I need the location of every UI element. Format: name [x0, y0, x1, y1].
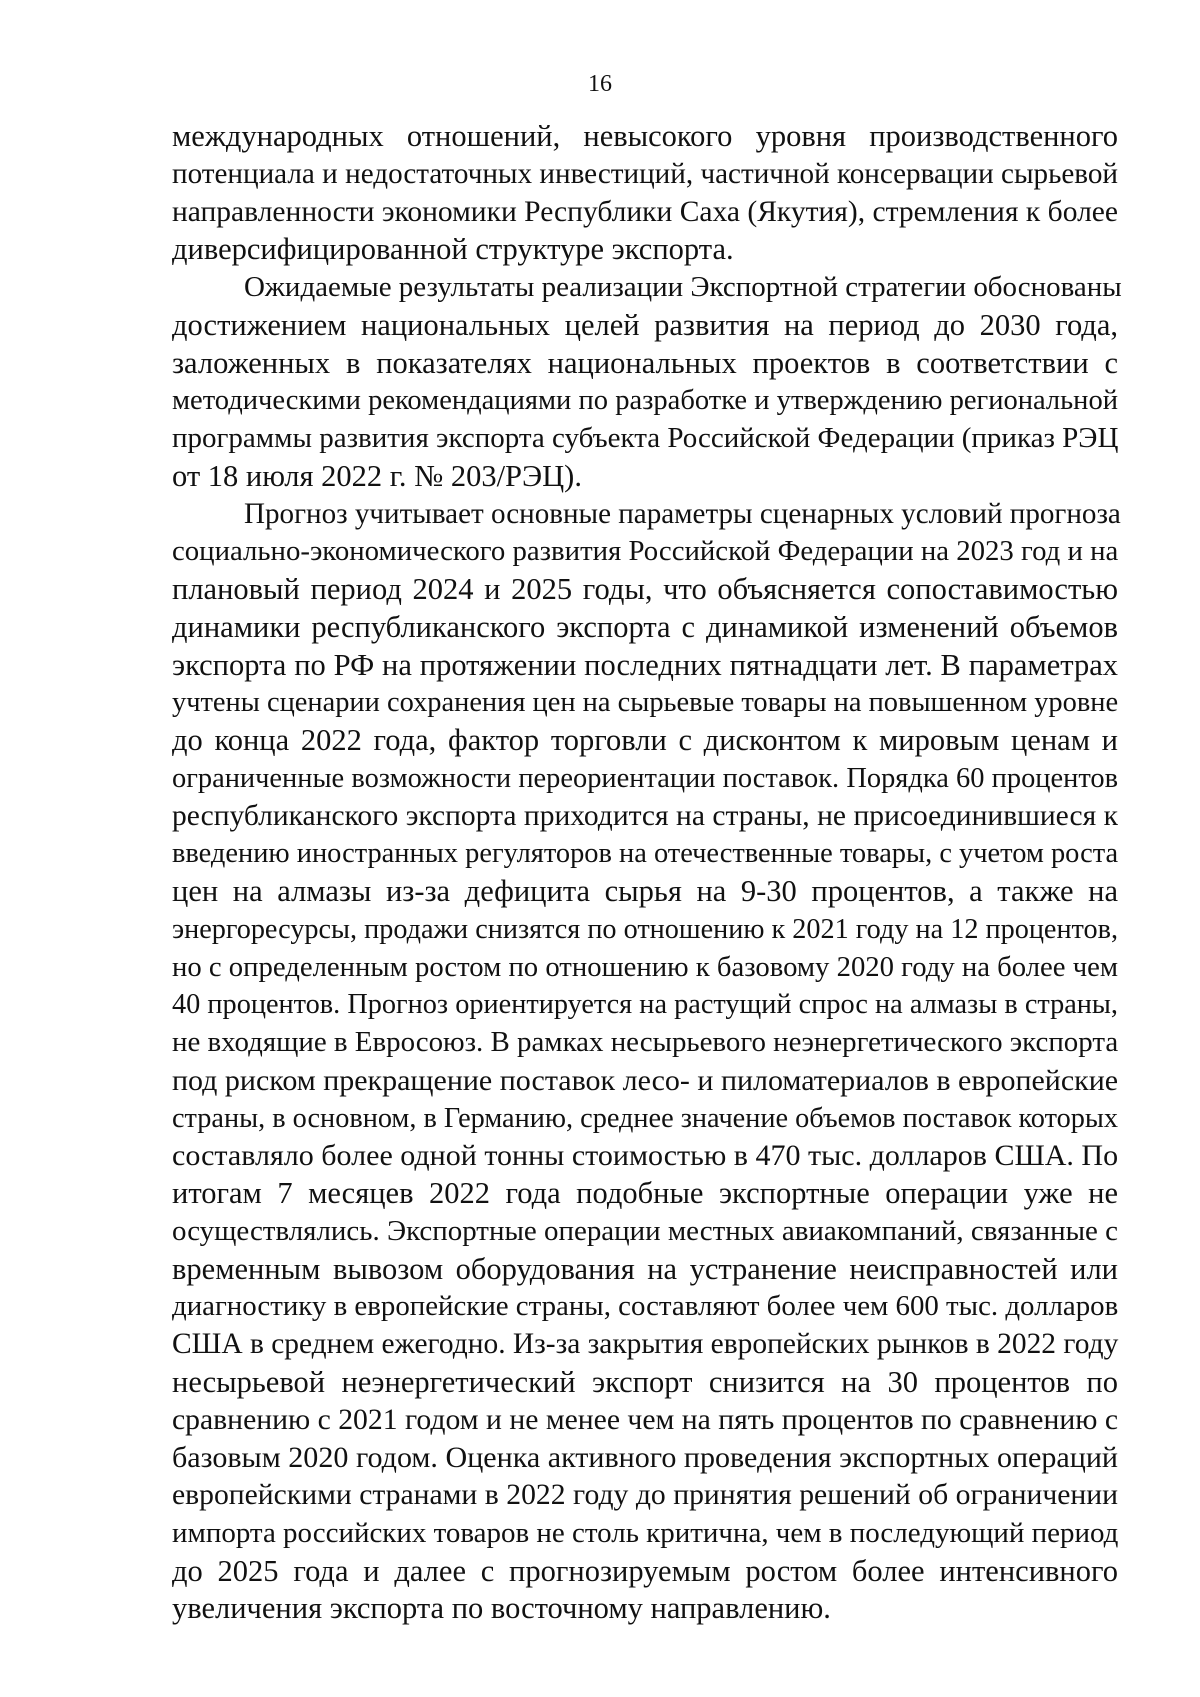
text-line: введению иностранных регуляторов на отечественные товары, с учетом роста [172, 838, 1119, 870]
text-line: от 18 июля 2022 г. № 203/РЭЦ). [172, 458, 582, 493]
text-line: диагностику в европейские страны, составляют более чем 600 тыс. долларов [172, 1290, 1119, 1323]
paragraph [172, 269, 1122, 496]
text-line: цен на алмазы из-за дефицита сырья на 9-30 процентов, а также на [172, 874, 1118, 908]
text-line: США в среднем ежегодно. Из-за закрытия европейских рынков в 2022 году [172, 1328, 1119, 1360]
text-line: Прогноз учитывает основные параметры сценарных условий прогноза [244, 497, 1121, 530]
text-line: заложенных в показателях национальных проектов в соответствии с [172, 345, 1118, 380]
text-line: но с определенным ростом по отношению к базовому 2020 году на более чем [172, 950, 1119, 983]
text-line: достижением национальных целей развития на период до 2030 года, [172, 307, 1118, 342]
text-line: сравнению с 2021 годом и не менее чем на пять процентов по сравнению с [172, 1403, 1118, 1436]
text-line: ограниченные возможности переориентации поставок. Порядка 60 процентов [172, 762, 1118, 794]
text-line: европейскими странами в 2022 году до принятия решений об ограничении [172, 1479, 1118, 1511]
text-line: экспорта по РФ на протяжении последних пятнадцати лет. В параметрах [172, 647, 1118, 682]
text-line: энергоресурсы, продажи снизятся по отношению к 2021 году на 12 процентов, [172, 913, 1118, 945]
paragraph [172, 496, 1121, 1629]
text-line: несырьевой неэнергетический экспорт снизится на 30 процентов по [172, 1364, 1118, 1399]
text-line: осуществлялись. Экспортные операции местных авиакомпаний, связанные с [172, 1214, 1118, 1247]
text-line: под риском прекращение поставок лесо- и пиломатериалов в европейские [172, 1063, 1119, 1097]
text-line: импорта российских товаров не столь критична, чем в последующий период [172, 1516, 1119, 1549]
text-line: Ожидаемые результаты реализации Экспортной стратегии обоснованы [244, 271, 1122, 303]
text-line: диверсифицированной структуре экспорта. [172, 232, 734, 267]
text-line: социально-экономического развития Российской Федерации на 2023 год и на [172, 535, 1119, 568]
text-line: методическими рекомендациями по разработке и утверждению региональной [172, 385, 1118, 417]
text-line: временным вывозом оборудования на устранение неисправностей или [172, 1251, 1118, 1286]
text-line: учтены сценарии сохранения цен на сырьевые товары на повышенном уровне [172, 687, 1119, 719]
text-line: составляло более одной тонны стоимостью в 470 тыс. долларов США. По [172, 1139, 1119, 1173]
paragraph [172, 118, 1118, 269]
text-line: международных отношений, невысокого уровня производственного [172, 119, 1118, 153]
page-number: 16 [588, 71, 612, 97]
text-line: 40 процентов. Прогноз ориентируется на растущий спрос на алмазы в страны, [172, 989, 1118, 1021]
text-line: потенциала и недостаточных инвестиций, частичной консервации сырьевой [172, 157, 1118, 190]
text-line: базовым 2020 годом. Оценка активного проведения экспортных операций [172, 1440, 1118, 1475]
body-text [172, 118, 1122, 1628]
text-line: не входящие в Евросоюз. В рамках несырьевого неэнергетического экспорта [172, 1026, 1119, 1058]
text-line: плановый период 2024 и 2025 годы, что объясняется сопоставимостью [172, 572, 1118, 606]
text-line: до конца 2022 года, фактор торговли с дисконтом к мировым ценам и [172, 723, 1118, 757]
text-line: до 2025 года и далее с прогнозируемым ростом более интенсивного [172, 1553, 1118, 1588]
text-line: программы развития экспорта субъекта Российской Федерации (приказ РЭЦ [172, 422, 1119, 454]
text-line: направленности экономики Республики Саха (Якутия), стремления к более [172, 195, 1118, 228]
text-line: страны, в основном, в Германию, среднее значение объемов поставок которых [172, 1102, 1118, 1134]
text-line: динамики республиканского экспорта с динамикой изменений объемов [172, 609, 1118, 644]
text-line: итогам 7 месяцев 2022 года подобные экспортные операции уже не [172, 1176, 1118, 1210]
text-line: увеличения экспорта по восточному направлению. [172, 1591, 831, 1626]
text-line: республиканского экспорта приходится на страны, не присоединившиеся к [172, 799, 1118, 832]
